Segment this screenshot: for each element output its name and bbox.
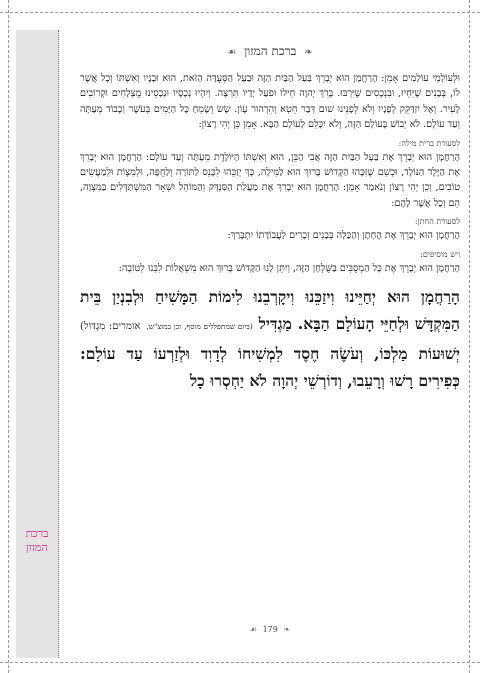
- large-text-part1: הָרַחֲמָן הוּא יְחַיֵּינוּ וִיזַכֵּנוּ וִיקָרְבֵנוּ לִימוֹת הַמָּשִׁיחַ וּלְבִנְיַן בֵּית הַמִּקְדָּשׁ וּלְחַיֵּי הָעוֹלָם הַבָּא. מַגְדִּיל: [80, 287, 460, 334]
- side-tab-label: [16, 527, 58, 555]
- ornament-icon: ☙: [249, 625, 258, 634]
- extra-paragraph: הָרַחֲמָן הוּא יְבָרֵךְ אֶת כָּל הַמְסֻבִּים בַּשֻּׁלְחָן הַזֶּה, וְיִתֵּן לָנוּ הַקָּדוֹשׁ בָּרוּךְ הוּא מִשְׁאֲלוֹת לִבֵּנוּ לְטוֹבָה:: [118, 262, 460, 274]
- ornament-icon: ❧: [304, 47, 313, 58]
- extra-note: ויש מוסיפים:: [420, 249, 460, 259]
- ornament-icon: ❧: [283, 625, 291, 634]
- inline-note: (ביום שמתפללים מוסף, וכן במוצ"ש,: [146, 322, 253, 332]
- inline-amrim: אומרים: מִגְדּוֹל): [80, 321, 141, 333]
- crop-line-right: [469, 0, 470, 673]
- brit-note: לסעודת ברית מילה:: [398, 138, 460, 148]
- chatan-paragraph: הָרַחֲמָן הוּא יְבָרֵךְ אֶת הֶחָתָן וְהַכַּלָּה בְּבָנִים זְכָרִים לַעֲבוֹדָתוֹ יִתְבָּרַךְ:: [227, 230, 460, 242]
- side-tab: [16, 30, 59, 658]
- page-footer: [80, 625, 460, 634]
- brit-paragraph: הָרַחֲמָן הוּא יְבָרֵךְ אֶת בַּעַל הַבַּיִת הַזֶּה אֲבִי הַבֵּן, הוּא וְאִשְׁתּוֹ הַיּוֹלֶדֶת מֵעַתָּה וְעַד עוֹלָם: הָרַחֲמָן הוּא יְבָרֵךְ אֶת הַיֶּלֶד הַנּוֹלָד, וּכְשֵׁם שֶׁזִּכָּהוּ הַקָּדוֹשׁ בָּרוּךְ הוּא לַמִּילָה, כָּךְ יְזַכֵּהוּ לִכָּנֵס לַתּוֹרָה וְלַחֻפָּה, וּלְמִצְוֹת וּלְמַעֲשִׂים טוֹבִים, וְכֵן יְהִי רָצוֹן וְנֹאמַר אָמֵן: הָרַחֲמָן הוּא יְבָרֵךְ אֶת מַעֲלַת הַסַּנְדָּק וְהַמּוֹהֵל וּשְׁאָר הַמִּשְׁתַּדְּלִים בַּמִּצְוָה, הֵם וְכָל אֲשֶׁר לָהֶם:: [80, 151, 460, 209]
- page-number: 179: [262, 625, 278, 634]
- crop-line-bottom: [0, 662, 480, 663]
- page-title: ברכת המזון: [244, 44, 297, 58]
- side-tab-line2: המזון: [26, 541, 48, 554]
- crop-line-top: [0, 12, 480, 13]
- large-text-part2: יְשׁוּעוֹת מַלְכּוֹ, וְעֹשֶׂה חֶסֶד לִמְשִׁיחוֹ לְדָוִד וּלְזַרְעוֹ עַד עוֹלָם: כְּפִירִים רָשׁוּ וְרָעֵבוּ, וְדוֹרְשֵׁי יְהוָה לֹא יַחְסְרוּ כָל: [80, 344, 460, 391]
- side-tab-line1: ברכת: [25, 527, 49, 540]
- ornament-icon: ☙: [227, 47, 237, 58]
- crop-line-left: [8, 0, 9, 673]
- chatan-note: לסעודת החתן:: [414, 217, 460, 227]
- large-paragraph: [80, 283, 460, 394]
- page-header: [80, 44, 460, 59]
- page-body: [80, 44, 460, 644]
- opening-paragraph: וּלְעוֹלְמֵי עוֹלָמִים אָמֵן: הָרַחֲמָן הוּא יְבָרֵךְ בַּעַל הַבַּיִת הַזֶּה וּבַעַל הַסְּעֻדָּה הַזֹּאת, הוּא וּבָנָיו וְאִשְׁתּוֹ וְכָל אֲשֶׁר לוֹ, בְּבָנִים שֶׁיִּחְיוּ, וּבִנְכָסִים שֶׁיִּרְבּוּ. בָּרֵךְ יְהוָה חֵילוֹ וּפֹעַל יָדָיו תִּרְצֶה. וְיִהְיוּ נְכָסָיו וּנְכָסֵינוּ מֻצְלָחִים וּקְרוֹבִים לָעִיר. וְאַל יִזְדַּקֵּק לְפָנָיו וְלֹא לְפָנֵינוּ שׁוּם דְּבַר חֵטְא וְהִרְהוּר עָוֹן. שָׂשׂ וְשָׂמֵחַ כָּל הַיָּמִים בְּעֹשֶׁר וְכָבוֹד מֵעַתָּה וְעַד עוֹלָם. לֹא יֵבוֹשׁ בָּעוֹלָם הַזֶּה, וְלֹא יִכָּלֵם לָעוֹלָם הַבָּא. אָמֵן כֵּן יְהִי רָצוֹן:: [80, 73, 460, 131]
